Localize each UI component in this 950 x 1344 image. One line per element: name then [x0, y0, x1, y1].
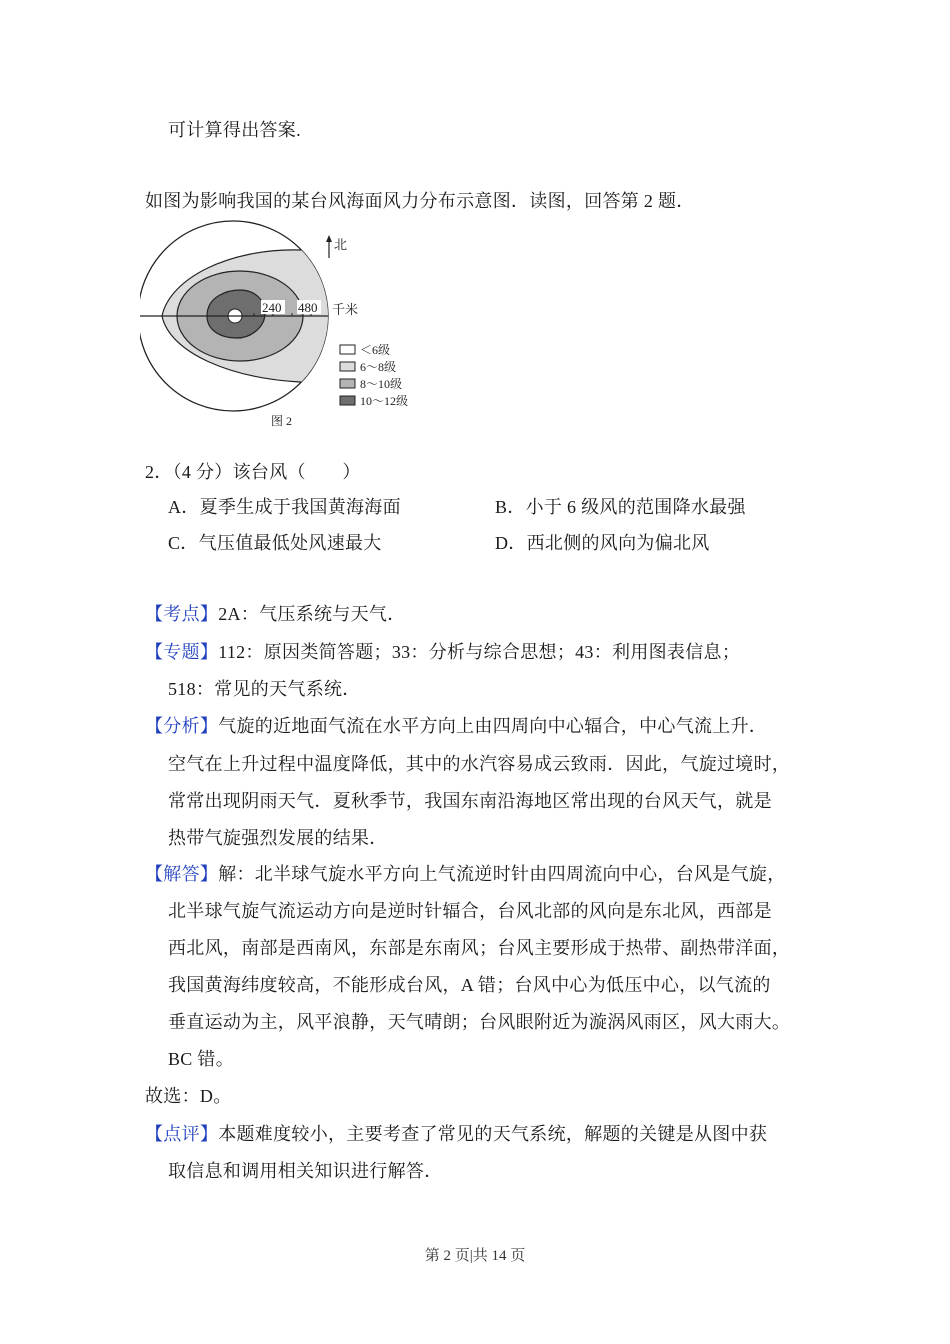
jieda-text-3: 西北风，南部是西南风，东部是东南风；台风主要形成于热带、副热带洋面，: [168, 938, 791, 958]
fenxi-text-2: 空气在上升过程中温度降低，其中的水汽容易成云致雨．因此，气旋过境时，: [168, 754, 791, 774]
dianping-text: 本题难度较小，主要考查了常见的天气系统，解题的关键是从图中获: [218, 1124, 768, 1144]
answer-line: 故选：D。: [145, 1086, 232, 1106]
jieda-text-5: 垂直运动为主，风平浪静，天气晴朗；台风眼附近为漩涡风雨区，风大雨大。: [168, 1012, 791, 1032]
scale-unit: 千米: [332, 302, 359, 317]
option-b: B．小于 6 级风的范围降水最强: [495, 497, 746, 517]
scale-label-240: 240: [262, 300, 282, 315]
question-stem: 如图为影响我国的某台风海面风力分布示意图．读图，回答第 2 题．: [145, 191, 695, 211]
legend-label: 6～8级: [360, 360, 397, 374]
fenxi-text: 气旋的近地面气流在水平方向上由四周向中心辐合，中心气流上升．: [218, 716, 768, 736]
zhuanti-text-2: 518：常见的天气系统．: [168, 679, 361, 699]
kaodian-section: [145, 602, 406, 626]
question-number: 2．（4 分）该台风（ ）: [145, 462, 361, 482]
zhuanti-tag: 【专题】: [145, 642, 219, 662]
dianping-text-2: 取信息和调用相关知识进行解答．: [168, 1161, 443, 1181]
legend-label: ＜6级: [360, 343, 391, 357]
kaodian-tag: 【考点】: [145, 604, 219, 624]
dianping-tag: 【点评】: [145, 1124, 219, 1144]
jieda-text-4: 我国黄海纬度较高，不能形成台风，A 错；台风中心为低压中心，以气流的: [168, 975, 771, 995]
legend-label: 10～12级: [360, 394, 409, 408]
zhuanti-text: 112：原因类简答题；33：分析与综合思想；43：利用图表信息；: [218, 642, 741, 662]
legend-label: 8～10级: [360, 377, 403, 391]
fenxi-text-3: 常常出现阴雨天气．夏秋季节，我国东南沿海地区常出现的台风天气，就是: [168, 791, 772, 811]
option-c: C．气压值最低处风速最大: [168, 533, 382, 553]
fenxi-text-4: 热带气旋强烈发展的结果．: [168, 828, 388, 848]
dianping-section: [145, 1122, 767, 1146]
north-label: 北: [334, 237, 348, 252]
jieda-text-2: 北半球气旋气流运动方向是逆时针辐合，台风北部的风向是东北风，西部是: [168, 901, 772, 921]
legend: [340, 343, 408, 408]
scale-label-480: 480: [298, 300, 318, 315]
option-d: D．西北侧的风向为偏北风: [495, 533, 710, 553]
page-footer: 第 2 页|共 14 页: [424, 1248, 526, 1264]
option-a: A．夏季生成于我国黄海海面: [168, 497, 401, 517]
kaodian-text: 2A：气压系统与天气．: [218, 604, 406, 624]
figure-caption: 图 2: [271, 414, 293, 428]
jieda-section: [145, 862, 786, 886]
fenxi-tag: 【分析】: [145, 716, 219, 736]
fenxi-section: [145, 714, 767, 738]
jieda-text: 解：北半球气旋水平方向上气流逆时针由四周流向中心，台风是气旋，: [218, 864, 786, 884]
jieda-tag: 【解答】: [145, 864, 219, 884]
jieda-text-6: BC 错。: [168, 1049, 235, 1069]
typhoon-wind-figure: [140, 218, 440, 433]
typhoon-diagram: [140, 218, 440, 433]
intro-tail: 可计算得出答案.: [168, 120, 301, 140]
zhuanti-section: [145, 640, 740, 664]
